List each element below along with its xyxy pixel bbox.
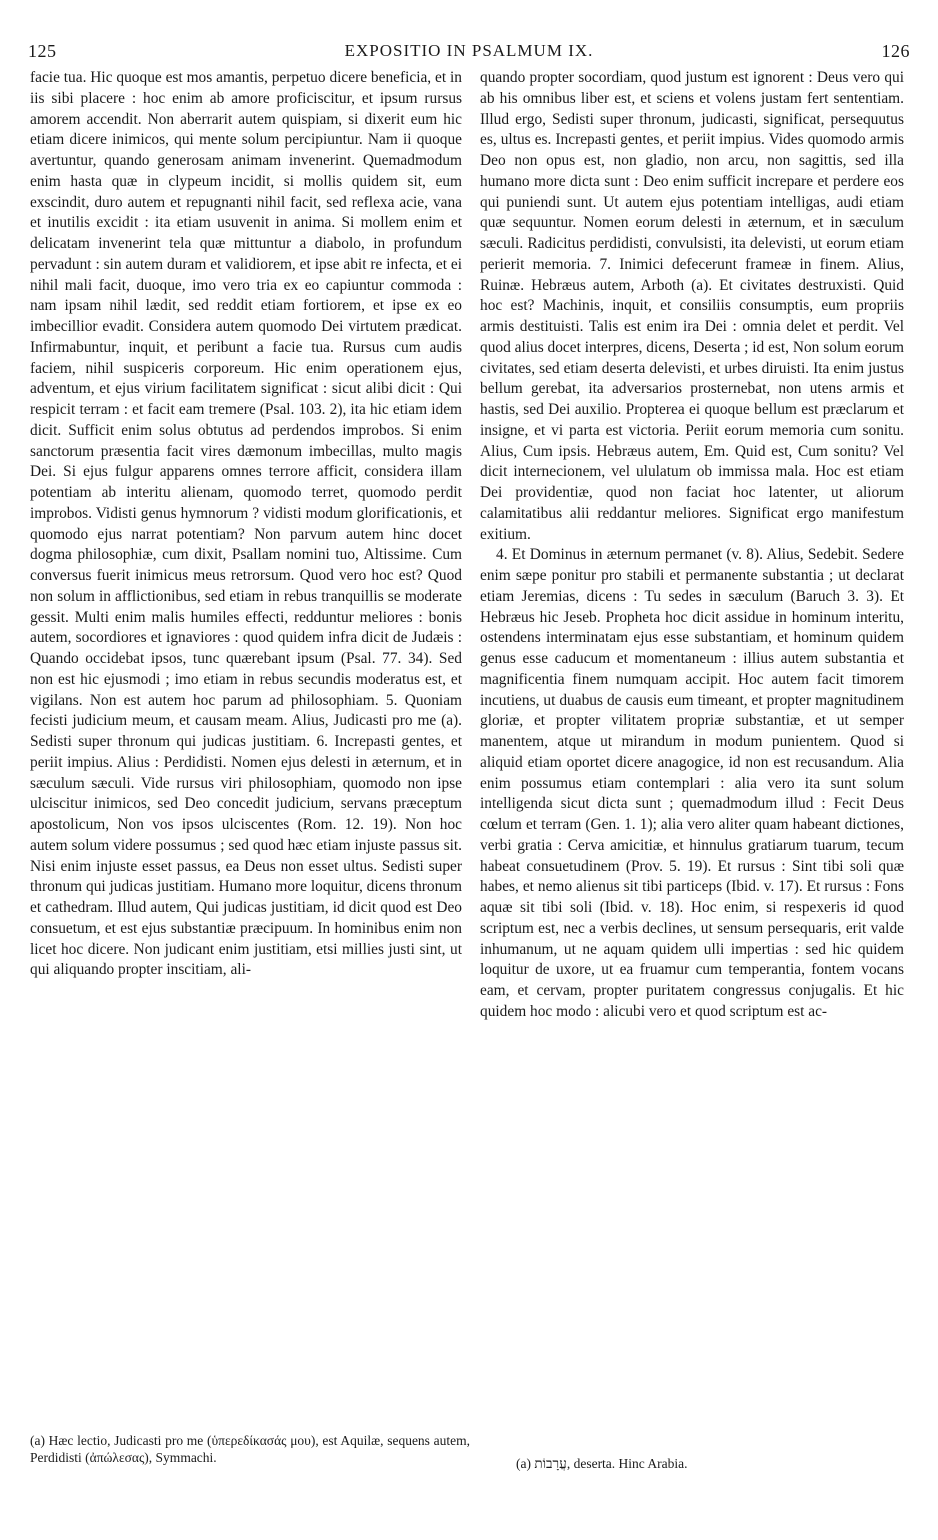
page-number-right: 126 (881, 40, 910, 61)
footnote-left: (a) Hæc lectio, Judicasti pro me (ὑπερεδίκασάς μου), est Aquilæ, sequens autem, Perdidisti (ἀπώλεσας), Symmachi. (30, 1433, 470, 1465)
footnote-right: (a) עֲרָבוֹת, deserta. Hinc Arabia. (516, 1456, 688, 1471)
paragraph: quando propter socordiam, quod justum est ignorent : Deus vero qui ab his omnibus liber est, et sciens et volens justam fert sententiam. Illud ergo, Sedisti super thronum, judicasti, significat, persequutus es, ultus es. Increpasti gentes, et periit impius. Vides quomodo armis Deo non opus est, non gladio, non arcu, non sagittis, sed illa humano more dicta sunt : Deo enim sufficit increpare et perdere eos qui puniendi sunt. Ut autem ejus potentiam intelligas, audi etiam quæ sequuntur. Nomen eorum delesti in æternum, et in sæculum sæculi. Radicitus perdidisti, convulsisti, ita delevisti, ut eorum etiam perierit memoria. 7. Inimici defecerunt frameæ in finem. Alius, Ruinæ. Hebræus autem, Arboth (a). Et civitates destruxisti. Quid hoc est? Machinis, inquit, et consiliis consumptis, eum propriis armis destituisti. Talis est enim ira Dei : omnia delet et perdit. Vel quod alius docet interpres, dicens, Deserta ; id est, Non solum eorum civitates, sed etiam deserta delevisti, et urbes diruisti. Ita enim justus bellum gerebat, ita adversarios prosternebat, non utens armis et hastis, sed Dei auxilio. Propterea ei quoque bellum est præclarum et insigne, et vi parta est victoria. Periit eorum memoria cum sonitu. Alius, Cum ipsis. Hebræus autem, Em. Quid est, Cum sonitu? Vel dicit internecionem, vel ululatum ob immissa mala. Hoc est etiam Dei providentiæ, quod non faciat hoc latenter, ut aliorum calamitatibus alii reddantur meliores. Significat ergo manifestum exitium. (480, 69, 905, 543)
right-column (480, 68, 904, 1023)
page-number-left: 125 (28, 40, 57, 61)
paragraph: 4. Et Dominus in æternum permanet (v. 8). Alius, Sedebit. Sedere enim sæpe ponitur pro stabili et permanente substantia ; ut declarat etiam Jeremias, dicens : Tu sedes in sæculum (Baruch 3. 3). Et Hebræus hic Jeseb. Propheta hoc dicit assidue in hominum interitu, ostendens interminatam ejus esse substantiam, et hominum quidem genus esse caducum et momentaneum : illius autem substantia et magnificentia finem numquam accipit. Hoc autem facit timorem incutiens, ut duabus de causis eum timeant, et propter magnitudinem gloriæ, et propter vilitatem propriæ substantiæ, et ut semper manentem, atque ut mirandum in modum punientem. Quod si aliquid etiam oportet dicere anagogice, id non est recusandum. Alia enim possumus etiam contemplari : alia vero ita sunt solum intelligenda sicut dicta sunt ; quemadmodum illud : Fecit Deus cœlum et terram (Gen. 1. 1); alia vero aliter quam habeant dictiones, verbi gratia : Cerva amicitiæ, et hinnulus gratiarum tuarum, tecum habeat consuetudinem (Prov. 5. 19). Et rursus : Sint tibi soli quæ habes, et nemo alienus sit tibi particeps (Ibid. v. 17). Et rursus : Fons aquæ sit tibi soli (Ibid. v. 18). Hoc enim, si respexeris id quod scriptum est, nec a verbis declines, ut sensum persequaris, erit valde inhumanum, ut ne aquam quidem ulli impertias : sed hic quidem loquitur de uxore, ut ea fruamur cum temperantia, fontem vocans eam, et cervam, propter puritatem congressus conjugalis. Et hic quidem hoc modo : alicubi vero et quod scriptum est ac- (480, 546, 904, 1020)
paragraph: facie tua. Hic quoque est mos amantis, perpetuo dicere beneficia, et in iis sibi placere : hoc enim ab amore proficiscitur, et ipsum rursus amorem accendit. Non aberrarit autem quispiam, si dixerit eum hic etiam dicere inimicos, qui mente solum percipiuntur. Nam ii quoque avertuntur, quando generosam animam invenerint. Quemadmodum enim hasta quæ in clypeum incidit, si mollis quidem sit, eum exscindit, duro autem et repugnanti nihil facit, sed reflexa acie, vana et inutilis excidit : ita etiam usuvenit in anima. Si mollem enim et delicatam invenerint tela quæ mittuntur a diabolo, in profundum pervadunt : sin autem duram et validiorem, et ipse abit re infecta, et ei nihil mali facit, duoque, imo vero tria ex eo capiuntur commoda : nam ipsam nihil lædit, sed reddit etiam fortiorem, et ipse ex eo imbecillior evadit. Considera autem quomodo Dei virtutem prædicat. Infirmabuntur, inquit, et peribunt a facie tua. Rursus cum audis faciem, nihil suspiceris corporeum. Hic enim operationem ejus, adventum, et ejus virium facilitatem significat : sicut alibi dicit : Qui respicit terram : et facit eam tremere (Psal. 103. 2), ita hic etiam idem dicit. Sufficit enim solus obtutus ad perdendos improbos. Si enim sanctorum præsentia facit vires dæmonum imbecillas, multo magis Dei. Si ejus fulgur apparens omnes terrore afficit, considera illam potentiam ab interitu alienam, quomodo terret, quomodo perdit improbos. Vidisti genus hymnorum ? vidisti modum glorificationis, et quomodo ejus narrat potentiam? Non parvum autem hinc docet dogma philosophiæ, cum dixit, Psallam nomini tuo, Altissime. Cum conversus fuerit inimicus meus retrorsum. Quod vero hoc est? Quod non solum in afflictionibus, sed etiam in rebus tranquillis se moderate gessit. Multi enim malis humiles effecti, redduntur meliores : bonis autem, socordiores et ignaviores : quod quidem infra dicit de Judæis : Quando occidebat ipsos, tunc quærebant ipsum (Psal. 77. 34). Sed non est hic ejusmodi ; imo etiam in rebus secundis moderatus est, et vigilans. Non est autem hoc parum ad philosophiam. 5. Quoniam fecisti judicium meum, et causam meam. Alius, Judicasti pro me (a). Sedisti super thronum qui judicas justitiam. 6. Increpasti gentes, et periit impius. Alius : Perdidisti. Nomen ejus delesti in æternum, et in sæculum sæculi. Vide rursus viri philosophiam, quomodo non ipse ulciscitur inimicos, sed Deo concedit judicium, servans præceptum apostolicum, Non vos ipsos ulciscentes (Rom. 12. 19). Non hoc autem solum videre possumus ; sed quod hæc etiam injuste passus sit. Nisi enim injuste esset passus, ea Deus non esset ultus. Sedisti super thronum qui judicas justitiam. Humano more loquitur, dicens thronum et cathedram. Illud autem, Qui judicas justitiam, id dicit quod est Deo consuetum, et est ejus substantiæ præcipuum. In hominibus enim non licet hoc dicere. Non judicant enim justitiam, etsi millies justi sint, ut qui aliquando propter inscitiam, ali- (30, 69, 462, 979)
running-header (28, 36, 910, 66)
running-title: EXPOSITIO IN PSALMUM IX. (344, 41, 594, 60)
left-column (30, 68, 462, 981)
